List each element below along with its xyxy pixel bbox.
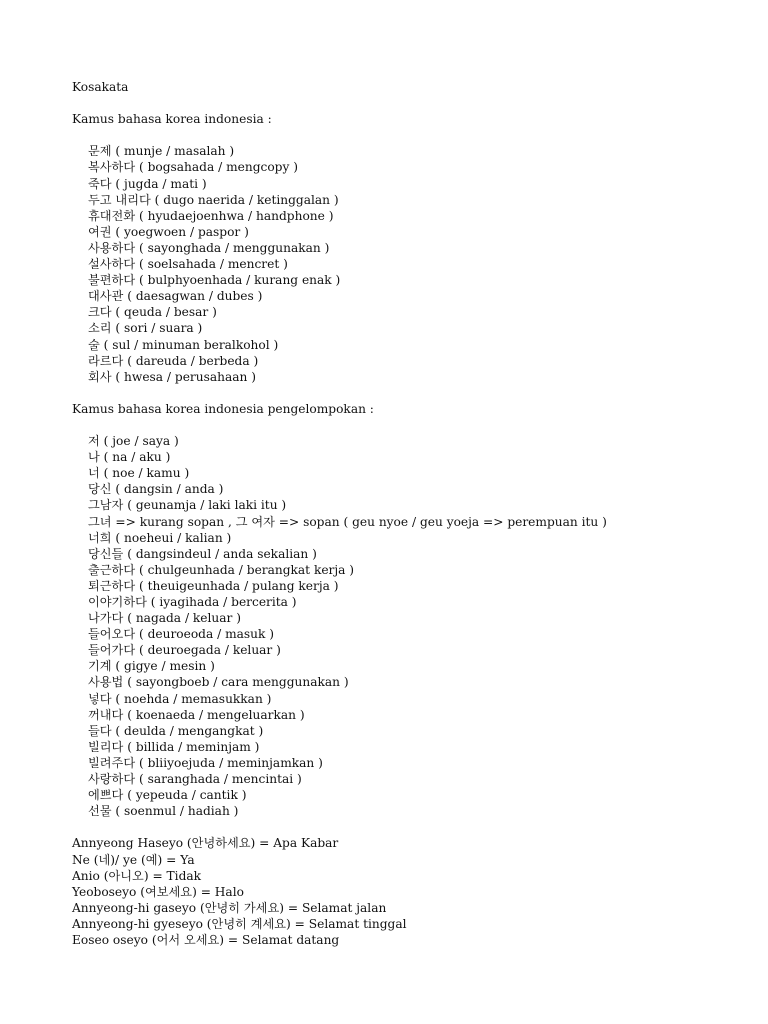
vocab-item: 문제 ( munje / masalah )	[88, 144, 235, 159]
phrase-item: Yeoboseyo (여보세요) = Halo	[72, 884, 244, 899]
phrase-item: Ne (네)/ ye (예) = Ya	[72, 852, 195, 867]
vocab-item: 회사 ( hwesa / perusahaan )	[88, 369, 256, 384]
section2-heading: Kamus bahasa korea indonesia pengelompokan :	[72, 401, 374, 416]
vocab-item: 넣다 ( noehda / memasukkan )	[88, 691, 272, 706]
vocab-item: 크다 ( qeuda / besar )	[88, 305, 217, 320]
vocab-item: 라르다 ( dareuda / berbeda )	[88, 353, 259, 368]
vocab-item: 선물 ( soenmul / hadiah )	[88, 804, 239, 819]
spacer	[72, 385, 732, 401]
vocab-item: 사용하다 ( sayonghada / menggunakan )	[88, 240, 330, 255]
vocab-item: 나 ( na / aku )	[88, 450, 171, 465]
phrase-item: Annyeong-hi gyeseyo (안녕히 계세요) = Selamat tinggal	[72, 916, 407, 931]
vocab-item: 두고 내리다 ( dugo naerida / ketinggalan )	[88, 192, 339, 207]
phrase-item: Annyeong Haseyo (안녕하세요) = Apa Kabar	[72, 836, 339, 851]
vocab-item: 너희 ( noeheui / kalian )	[88, 530, 232, 545]
document-title: Kosakata	[72, 80, 129, 94]
section1-heading: Kamus bahasa korea indonesia :	[72, 112, 272, 127]
spacer	[72, 95, 732, 111]
vocab-item: 그남자 ( geunamja / laki laki itu )	[88, 498, 287, 513]
vocab-item: 여권 ( yoegwoen / paspor )	[88, 224, 249, 239]
vocab-item: 당신 ( dangsin / anda )	[88, 482, 224, 497]
phrase-item: Annyeong-hi gaseyo (안녕히 가세요) = Selamat jalan	[72, 900, 387, 915]
vocab-item: 설사하다 ( soelsahada / mencret )	[88, 257, 288, 272]
vocab-item: 불편하다 ( bulphyoenhada / kurang enak )	[88, 273, 341, 288]
phrase-item: Anio (아니오) = Tidak	[72, 868, 202, 883]
vocab-item: 들다 ( deulda / mengangkat )	[88, 723, 264, 738]
vocab-item: 빌리다 ( billida / meminjam )	[88, 739, 260, 754]
vocab-item: 이야기하다 ( iyagihada / bercerita )	[88, 595, 297, 609]
spacer	[72, 127, 732, 143]
vocab-item: 출근하다 ( chulgeunhada / berangkat kerja )	[88, 562, 355, 577]
spacer	[72, 819, 732, 835]
vocab-item: 저 ( joe / saya )	[88, 434, 179, 449]
phrase-item: Eoseo oseyo (어서 오세요) = Selamat datang	[72, 932, 340, 947]
vocab-item: 그녀 => kurang sopan , 그 여자 => sopan ( geu nyoe / geu yoeja => perempuan itu )	[88, 514, 607, 529]
section2-vocabulary-list	[72, 433, 732, 819]
vocab-item: 기계 ( gigye / mesin )	[88, 659, 215, 674]
vocab-item: 너 ( noe / kamu )	[88, 466, 190, 481]
vocab-item: 대사관 ( daesagwan / dubes )	[88, 289, 263, 304]
vocab-item: 죽다 ( jugda / mati )	[88, 176, 207, 191]
vocab-item: 당신들 ( dangsindeul / anda sekalian )	[88, 546, 317, 561]
vocab-item: 나가다 ( nagada / keluar )	[88, 611, 241, 626]
vocab-item: 사용법 ( sayongboeb / cara menggunakan )	[88, 675, 349, 690]
phrases-list	[72, 835, 732, 948]
vocab-item: 술 ( sul / minuman beralkohol )	[88, 337, 279, 352]
vocab-item: 빌려주다 ( bliiyoejuda / meminjamkan )	[88, 755, 323, 770]
vocab-item: 꺼내다 ( koenaeda / mengeluarkan )	[88, 707, 305, 722]
vocab-item: 소리 ( sori / suara )	[88, 321, 203, 336]
section1-vocabulary-list	[72, 143, 732, 384]
vocab-item: 복사하다 ( bogsahada / mengcopy )	[88, 160, 298, 175]
vocab-item: 퇴근하다 ( theuigeunhada / pulang kerja )	[88, 578, 339, 593]
vocab-item: 들어오다 ( deuroeoda / masuk )	[88, 627, 275, 642]
vocab-item: 에쁘다 ( yepeuda / cantik )	[88, 788, 247, 803]
vocab-item: 휴대전화 ( hyudaejoenhwa / handphone )	[88, 208, 334, 223]
vocab-item: 들어가다 ( deuroegada / keluar )	[88, 643, 281, 658]
spacer	[72, 417, 732, 433]
vocab-item: 사랑하다 ( saranghada / mencintai )	[88, 772, 302, 787]
document-page	[72, 79, 732, 948]
